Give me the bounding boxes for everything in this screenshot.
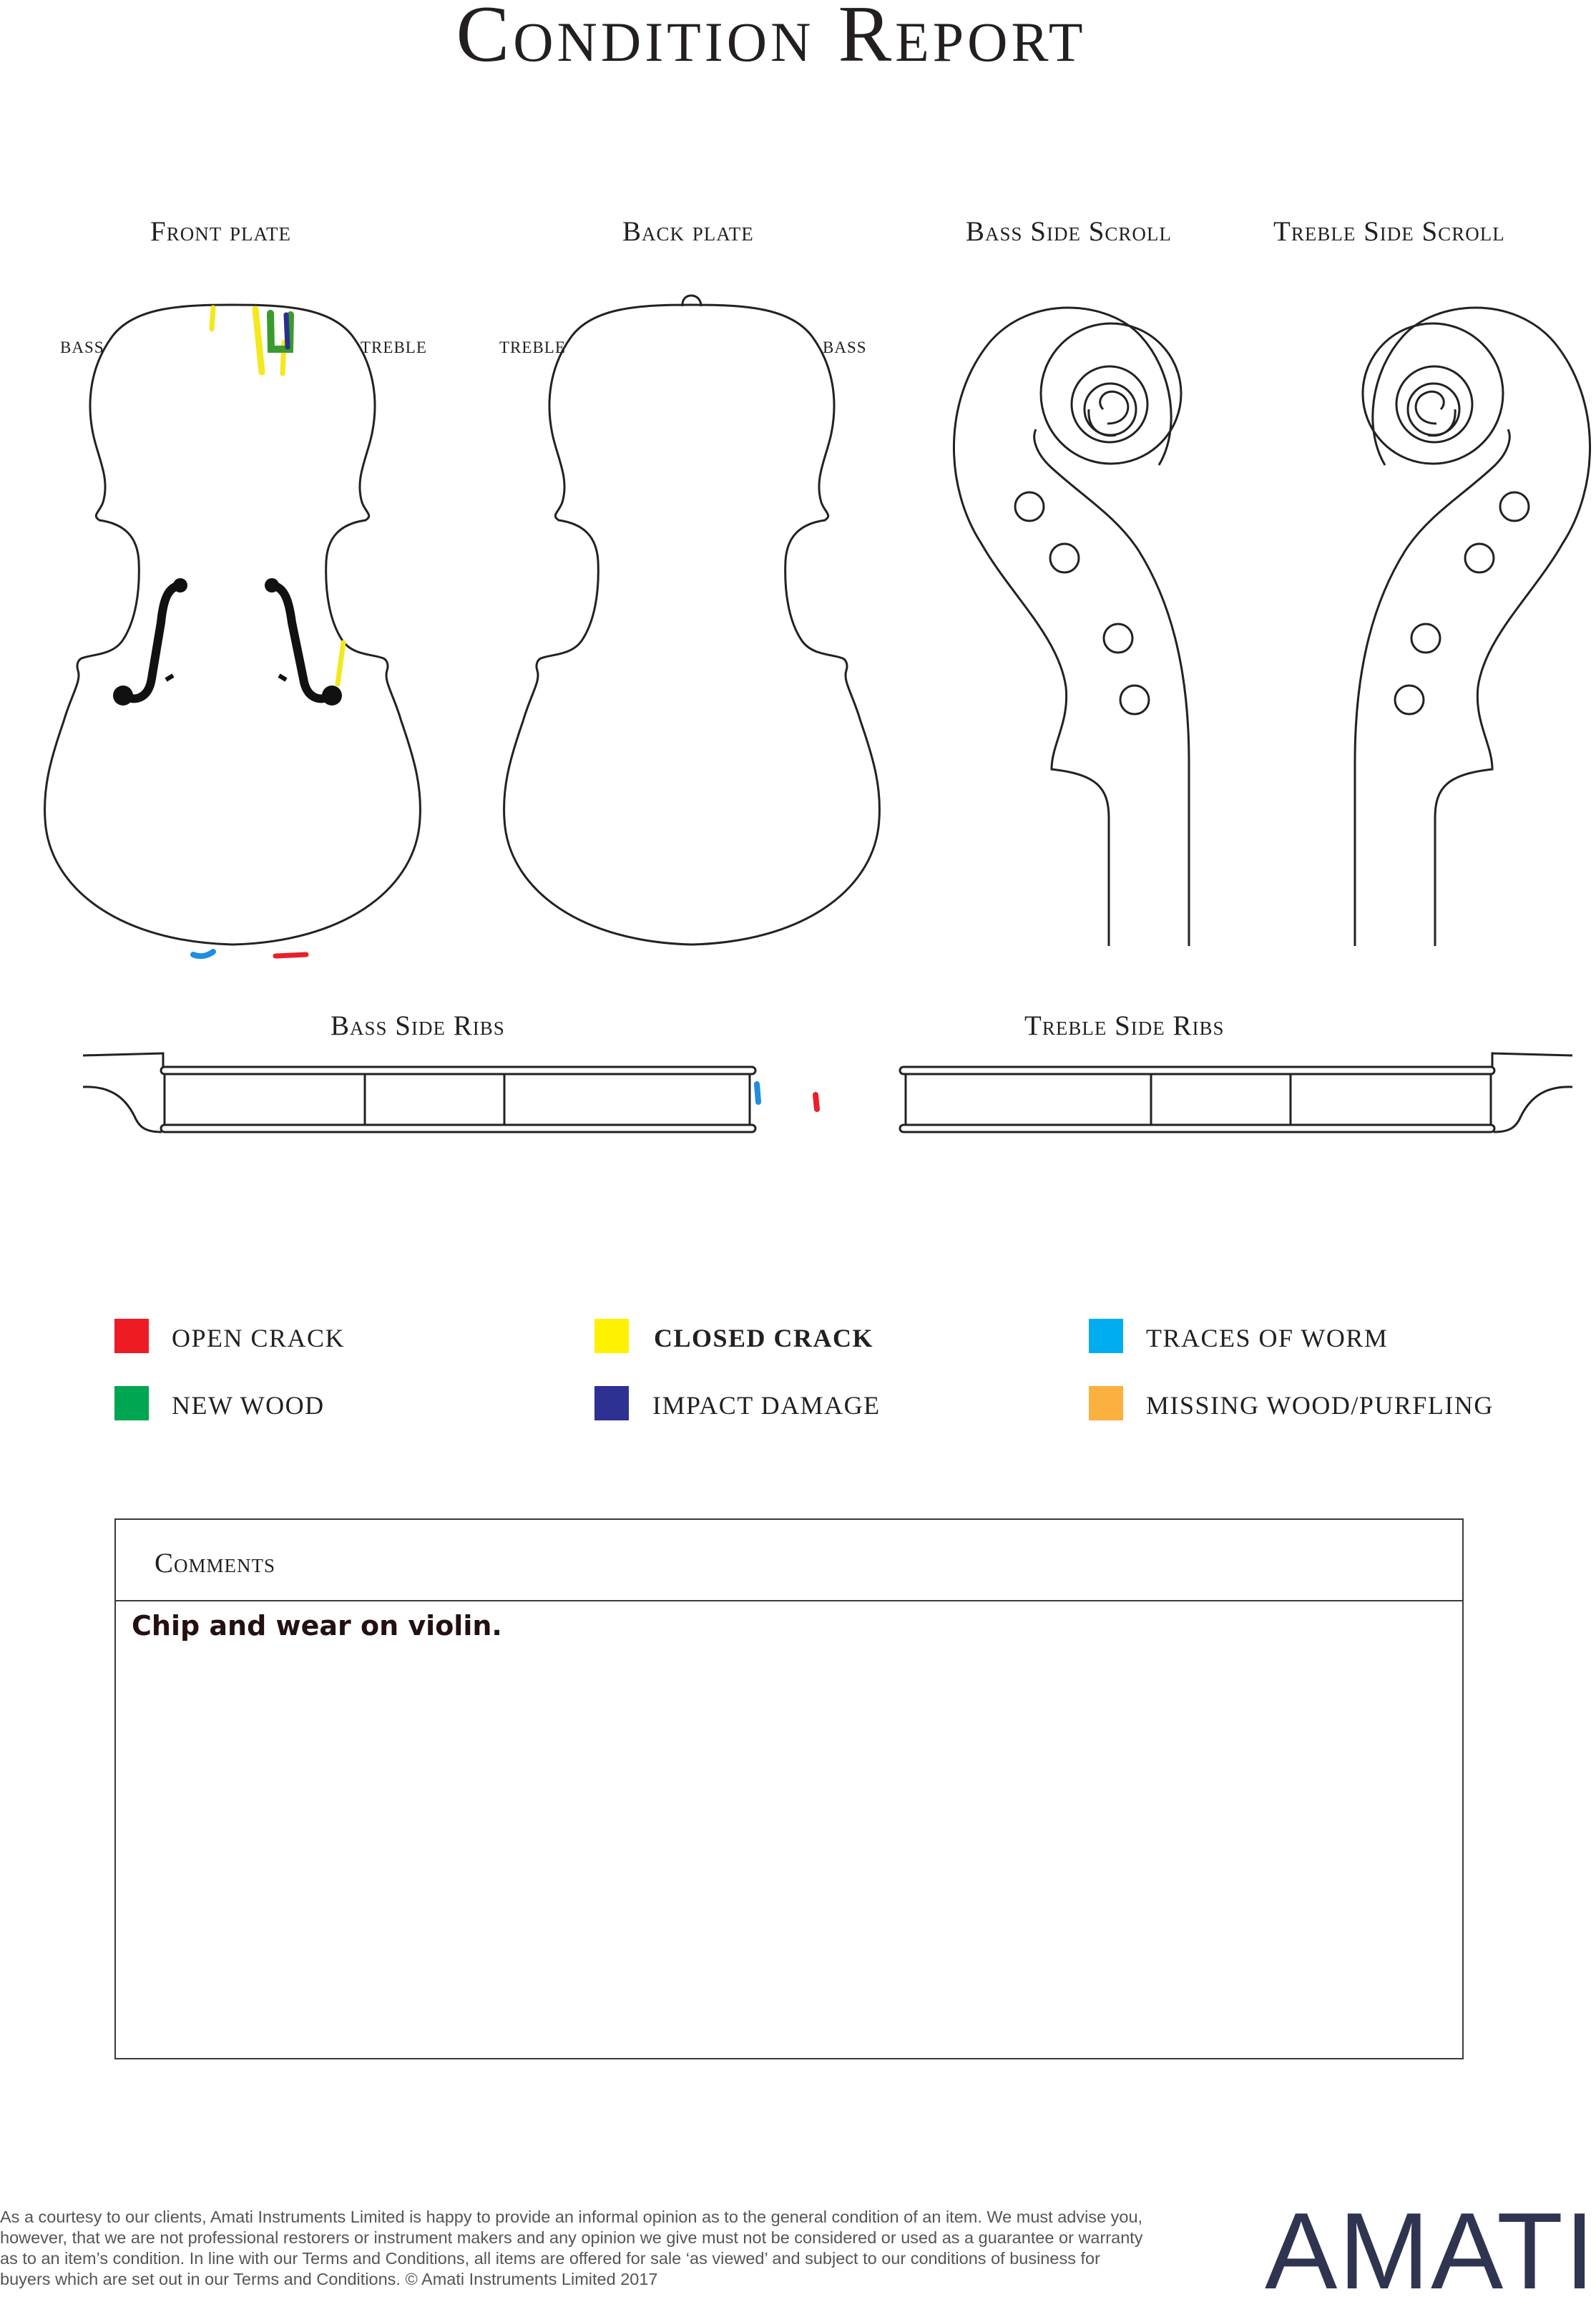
ribs-worm-mark — [757, 1084, 758, 1102]
bass-side-ribs-label: Bass Side Ribs — [331, 1010, 505, 1041]
front-treble-label: TREBLE — [361, 338, 427, 356]
front-bass-label: BASS — [60, 338, 104, 356]
front-plate-drawing — [45, 305, 421, 945]
legend-label-closed-crack: CLOSED CRACK — [654, 1324, 874, 1352]
back-plate-drawing — [504, 296, 880, 945]
bass-side-scroll-drawing — [954, 308, 1189, 946]
bass-side-ribs-drawing — [83, 1053, 755, 1132]
comments-header — [116, 1520, 1462, 1601]
legend-swatch-impact-damage — [594, 1386, 629, 1420]
footer-disclaimer: As a courtesy to our clients, Amati Instruments Limited is happy to provide an informal opinion as to the general condition of an item. We must advise you, however, that we are not professional restorers or instrument makers and any opinion we give must not be considered or used as a guarantee or warranty as to an item’s condition. In line with our Terms and Conditions, all items are offered for sale ‘as viewed’ and subject to our conditions of business for buyers which are set out in our Terms and Conditions. © Amati Instruments Limited 2017 — [0, 2208, 1143, 2288]
legend-swatch-traces-of-worm — [1089, 1319, 1123, 1353]
legend-swatch-new-wood — [114, 1386, 149, 1420]
treble-side-scroll-drawing — [1355, 308, 1590, 946]
legend-label-traces-of-worm: TRACES OF WORM — [1146, 1324, 1389, 1352]
bass-side-scroll-label: Bass Side Scroll — [966, 216, 1172, 247]
treble-side-scroll-label: Treble Side Scroll — [1273, 216, 1505, 247]
back-bass-label: BASS — [823, 338, 867, 356]
legend-label-open-crack: OPEN CRACK — [172, 1324, 346, 1352]
legend-swatch-open-crack — [114, 1319, 149, 1353]
comments-text: Chip and wear on violin. — [132, 1610, 502, 1642]
treble-side-ribs-drawing — [900, 1053, 1572, 1132]
back-treble-label: TREBLE — [499, 338, 566, 356]
amati-logo: AMATI — [1265, 2190, 1596, 2312]
treble-side-ribs-label: Treble Side Ribs — [1024, 1010, 1225, 1041]
back-plate-label: Back plate — [622, 216, 754, 247]
front-plate-label: Front plate — [150, 216, 291, 247]
page-title: Condition Report — [456, 0, 1087, 79]
comments-box — [114, 1518, 1464, 2059]
front-damage-marks — [193, 308, 343, 956]
legend-label-new-wood: NEW WOOD — [172, 1391, 325, 1420]
legend-swatch-closed-crack — [594, 1319, 629, 1353]
ribs-crack-mark — [816, 1095, 817, 1109]
legend-swatch-missing-wood-purfling — [1089, 1386, 1123, 1420]
legend-label-missing-wood-purfling: MISSING WOOD/PURFLING — [1146, 1391, 1494, 1420]
legend-label-impact-damage: IMPACT DAMAGE — [652, 1391, 881, 1420]
comments-heading: Comments — [155, 1548, 276, 1579]
